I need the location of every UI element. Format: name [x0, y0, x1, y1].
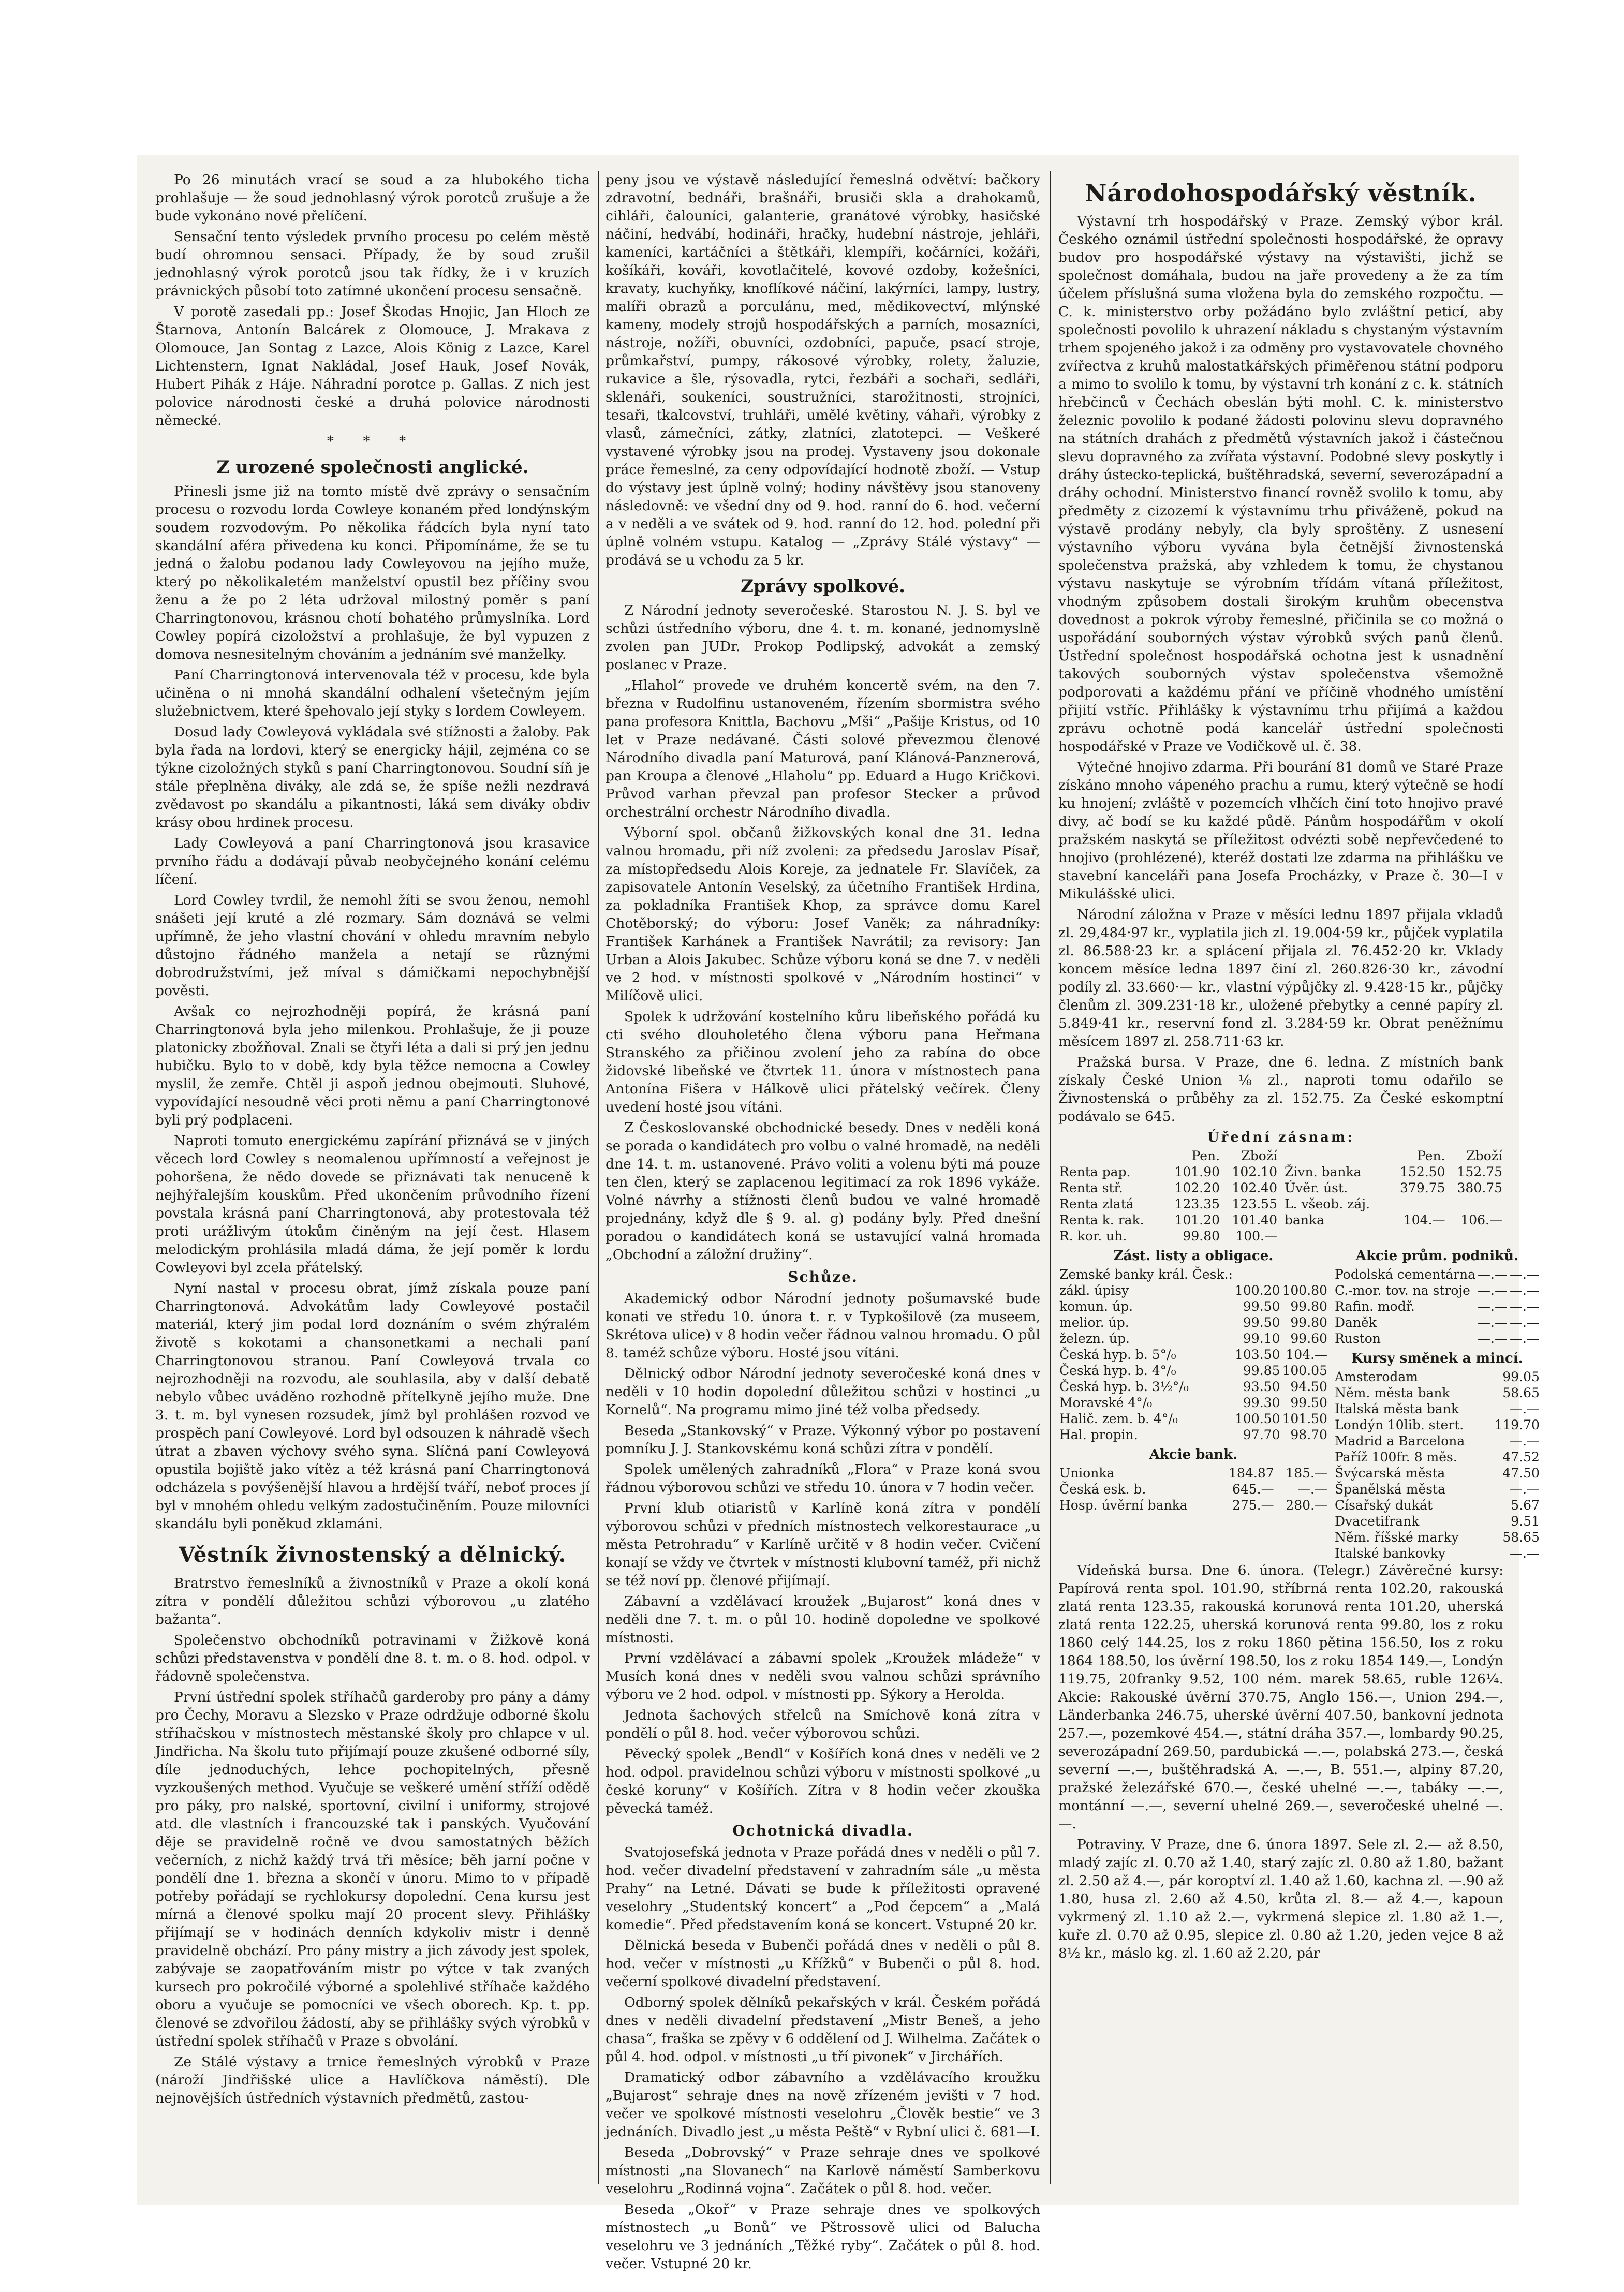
paragraph: Dramatický odbor zábavního a vzdělávacího kroužku „Bujarost“ sehraje dnes na nově zřízeném jevišti v 7 hod. večer ve spolkové místnosti veselohru „Člověk bestie“ ve 3 jednáních. Divadlo jest „u města Peště“ v Rybní ulici č. 681—I.: [606, 2069, 1040, 2140]
table-row: Úvěr. úst. 379.75 380.75: [1285, 1180, 1502, 1195]
table-row: Podolská cementárna —.— —.—: [1334, 1267, 1540, 1282]
paragraph: Zábavní a vzdělávací kroužek „Bujarost“ koná dnes v neděli dne 7. t. m. o půl 10. hodině dopoledne ve spolkové místnosti.: [606, 1593, 1040, 1646]
column-header: Pen.: [1416, 1148, 1445, 1163]
column-rule: [598, 171, 599, 2184]
table-row: Moravské 4°/₀ 99.30 99.50: [1059, 1395, 1327, 1410]
paragraph: První vzdělávací a zábavní spolek „Kroužek mládeže“ v Musích koná dnes v neděli svou valnou schůzi správního výboru ve 2 hod. odpol. v místnosti pp. Sýkory a Herolda.: [606, 1650, 1040, 1703]
table-row: Ruston —.— —.—: [1334, 1331, 1540, 1346]
table-row: Unionka 184.87 185.—: [1059, 1466, 1327, 1481]
paragraph: Lady Cowleyová a paní Charringtonová jsou krasavice prvního řádu a dodávají půvab neobyčejného konání celému líčení.: [155, 835, 590, 888]
paragraph: Pražská bursa. V Praze, dne 6. ledna. Z místních bank získaly České Union ⅛ zl., naproti tomu odařilo se Živnostenská o průběhy za zl. 152.75. Za České eskomptní podávalo se 645.: [1058, 1054, 1503, 1125]
table-heading: Kursy směnek a mincí.: [1351, 1351, 1523, 1366]
table-row: Zemské banky král. Česk.:: [1059, 1267, 1233, 1282]
paragraph: „Hlahol“ provede ve druhém koncertě svém, na den 7. března v Rudolfinu ustanoveném, řízením sbormistra svého pana profesora Knittla, Bachovu „Mši“ „Pašije Kristus, od 10 let v Praze nedávané. Části solové převezmou členové Národního divadla paní Maturová, paní Klánová-Panznerová, pan Kroupa a členové „Hlaholu“ pp. Eduard a Hugo Kričkovi. Průvod varhan převzal pan profesor Stecker a průvod orchestrální orchestr Národního divadla.: [606, 677, 1040, 820]
table-row: Renta k. rak. 101.20 101.40: [1059, 1212, 1277, 1228]
newspaper-page: [137, 155, 1540, 2272]
table-row: železn. úp. 99.10 99.60: [1059, 1331, 1327, 1346]
section-heading: Národohospodářský věstník.: [1085, 179, 1477, 207]
table-row: komun. úp. 99.50 99.80: [1059, 1299, 1327, 1314]
table-row: Italské bankovky —.—: [1334, 1546, 1540, 1561]
table-row: Madrid a Barcelona —.—: [1334, 1433, 1540, 1448]
paragraph: Beseda „Okoř“ v Praze sehraje dnes ve spolkových místnostech „u Bonů“ ve Pštrossově ulici od Balucha veselohru ve 3 jednáních „Těžké ryby“. Začátek o půl 8. hod. večer. Vstupné 20 kr.: [606, 2201, 1040, 2272]
paragraph: Akademický odbor Národní jednoty pošumavské bude konati ve středu 10. února t. r. v Typkošilově (za museem, Skrétova ulice) v 8 hodin večer řádnou valnou hromadu. O půl 8. taméž schůze výboru. Hosté jsou vítáni.: [606, 1291, 1040, 1361]
paragraph: Dosud lady Cowleyová vykládala své stížnosti a žaloby. Pak byla řada na lordovi, který se energicky hájil, zejména co se týkne cizoložných styků s paní Charringtonovou. Soudní síň je stále přeplněna diváky, ale zdá se, že spíše nežli nezdravá zvědavost po skandálu a pikantnosti, láká sem diváky obdiv krásy obou hrdinek procesu.: [155, 724, 590, 831]
table-row: Česká hyp. b. 3½°/₀ 93.50 94.50: [1059, 1379, 1327, 1394]
paragraph: Výstavní trh hospodářský v Praze. Zemský výbor král. Českého oznámil ústřední společnosti hospodářské, že opravy budov pro hospodářské výstavy na výstavišti, jichž se společnost domáhala, budou na jaře provedeny a že za tím účelem příslušná suma vložena byla do zemského rozpočtu. — C. k. ministerstvo orby požádáno bylo zvláštní peticí, aby společnosti povolilo k uhrazení nákladu s chystaným výstavním trhem spojeného jakož i za odměny pro vystavovatele chovného zvířectva z kruhů malostatkářských přiměřenou státní podporu a mimo to svolilo k tomu, by výstavní trh konání z c. k. státních hřebčinců v Čechách obeslán býti mohl. C. k. ministerstvo železnic povolilo k podané žádosti polovinu slevu dopravného na státních drahách z předmětů výstavních jakož i částečnou slevu dopravného za zvířata výstavní. Podobné slevy poskytly i dráhy ústecko-teplická, buštěhradská, severní, severozápadní a dráhy ochodní. Ministerstvo financí rovněž svolilo k tomu, aby předměty z cizozemí k výstavnímu trhu přiváženě, pokud na výstavě prodány nebyly, cla byly sproštěny. Z usnesení výstavního výboru vyvána byla četnější živnostenská společenstva pražská, aby vzhledem k tomu, že chystanou výstavu naskytuje se výrobním třídám vítaná příležitost, vhodným způsobem dostali širokým kruhům obecenstva dovednost a pokrok výroby řemeslné, přičinila se co možná o uspořádání souborných výstav výrobků svých panů členů. Ústřední společnost hospodářská ochotna jest k usnadnění takových souborných výstav společenstva všemožně podporovati a každému přání ve příčině vhodného umístění přijití vstříc. Přihlášky k výstavnímu trhu přijímá a každou zprávu ochotně podá kancelář ústřední společnosti hospodářské v Praze ve Vodičkově ul. č. 38.: [1058, 213, 1503, 755]
table-row: banka 104.— 106.—: [1285, 1212, 1502, 1228]
paragraph: Beseda „Dobrovský“ v Praze sehraje dnes ve spolkové místnosti „na Slovanech“ na Karlově náměstí Samberkovu veselohru „Rodinná vojna“. Začátek o půl 8. hod. večer.: [606, 2145, 1040, 2197]
paragraph: Lord Cowley tvrdil, že nemohl žíti se svou ženou, nemohl snášeti její kruté a zlé rozmary. Sám doznává se velmi upřímně, že jeho vlastní chování v ohledu mravním nebylo důstojno řádného manžela a netají se různými dobrodružstvími, jež míval s dámičkami nepochybnější pověsti.: [155, 892, 590, 999]
bonds-table: [1058, 1266, 1328, 1443]
table-row: Česká hyp. b. 4°/₀ 99.85 100.05: [1059, 1363, 1327, 1378]
table-row: Daněk —.— —.—: [1334, 1315, 1540, 1330]
paragraph: Svatojosefská jednota v Praze pořádá dnes v neděli o půl 7. hod. večer divadelní představení v zahradním sále „u města Prahy“ na Letné. Dávati se bude k příležitosti opravené veselohry „Studentský koncert“ a „Pod čepcem“ a „Malá komedie“. Před představením koná se koncert. Vstupné 20 kr.: [606, 1844, 1040, 1933]
section-heading: Zprávy spolkové.: [741, 576, 905, 597]
table-row: Amsterodam 99.05: [1334, 1369, 1540, 1384]
table-row: Španělská města —.—: [1334, 1482, 1540, 1497]
paragraph: Naproti tomuto energickému zapírání přiznává se v jiných věcech lord Cowley s neomalenou upřímností a veřejnost je pohoršena, že nědo dovede se přiznávati tak nenuceně k nejhýřalejším kouskům. Před ukončením průvodního řízení povstala krásná paní Charringtonová, aby protestovala též proti urážlivým útokům činěným na její čest. Hlasem melodickým prohlásila mladá dáma, že její poměr k lordu Cowleyovi byl zcela přátelský.: [155, 1133, 590, 1276]
table-row: melior. úp. 99.50 99.80: [1059, 1315, 1327, 1330]
quotes-block: [1058, 1148, 1503, 1244]
paragraph: Výtečné hnojivo zdarma. Při bourání 81 domů ve Staré Praze získáno mnoho vápeného prachu a rumu, který výtečně se hodí ku hnojení; zvláště v pozemcích vlhčích činí toto hnojivo pravé divy, ač bodí se ku každé půdě. Pánům hospodářům v okolí pražském naskytá se příležitost odvézti sobě nepřevčedené to hnojivo (prohlézené), kteréž dostati lze zdarma na přihlášku ve stavební kanceláři pana Josefa Procházky, v Praze č. 30—I v Mikulášské ulici.: [1058, 759, 1503, 902]
table-row: Italská města bank —.—: [1334, 1401, 1540, 1416]
column-left: [155, 171, 590, 2184]
paragraph: Z Českoslovanské obchodnické besedy. Dnes v neděli koná se porada o kandidátech pro volbu o valné hromadě, na neděli dne 14. t. m. ustanovené. Právo voliti a volenu býti má pouze ten člen, který se zaplacenou legitimací za rok 1896 vykáže. Volné návrhy a stížnosti členů budou ve valné hromadě projednány, když dle § 9. al. g) podány byly. Před dnešní poradou o kandidátech koná se ustavující valná hromada „Obchodní a záložní družiny“.: [606, 1120, 1040, 1263]
paragraph: Národní záložna v Praze v měsíci lednu 1897 přijala vkladů zl. 29,484·97 kr., vyplatila jich zl. 19.004·59 kr., půjček vyplatila zl. 86.588·23 kr. a splácení přijala zl. 76.452·20 kr. Vklady koncem měsíce ledna 1897 činí zl. 260.826·30 kr., závodní podíly zl. 33.660·— kr., vlastní výpůjčky zl. 9.428·15 kr., půjčky členům zl. 309.231·18 kr., uložené přebytky a cenné papíry zl. 5.849·41 kr., reservní fond zl. 3.284·59 kr. Obrat peněžnímu měsícem 1897 zl. 258.711·63 kr.: [1058, 907, 1503, 1049]
quotes-table: [1058, 1148, 1278, 1244]
paragraph: První ústřední spolek stříhačů garderoby pro pány a dámy pro Čechy, Moravu a Slezsko v Praze odrdžuje odborné školu stříhačskou v místnostech městanské školy pro chlapce v ul. Jindřicha. Na školu tuto přijímají pouze zkušené odborné síly, díle jednoduchých, lehce pochopitelných, přesně vyzkoušených method. Vyučuje se veškeré umění stříží odědě pro páky, pro nalské, sportovní, civilní i uniformy, strojové atd. dle vlastních i francouzské tak i panských. Vyučování děje se pravidelně ročně ve dvou samostatných běžích večerních, z nichž každý trvá tři měsíce; běh jarní počne v pondělí dne 1. března a skončí v únoru. Mimo to v případě potřeby pořádají se rychlokursy dopolední. Cena kursu jest mírná a členové spolku mají 20 procent slevy. Přihlášky přijímají se v hodinách denních kdykoliv mistr i denně pravidelně obchází. Pro pány mistry a jich závody jest spolek, zabývaje se zaopatřováním mistr po výtce v tak zvaných kursech pro pokročilé výborné a spolehlivé stříhače každého oboru a vyučuje se pomocníci ve všech oborech. Kp. t. pp. členové se zdvořilou žádostí, aby se přihlášky svých výrobků v ústřední spolek stříhačů v Praze s obvolání.: [155, 1689, 590, 2049]
table-row: Česká esk. b. 645.— —.—: [1059, 1482, 1327, 1497]
section-heading: Věstník živnostenský a dělnický.: [179, 1543, 567, 1567]
column-rule: [1050, 171, 1051, 2184]
paragraph: Ze Stálé výstavy a trnice řemeslných výrobků v Praze (nároží Jindřišské ulice a Havlíčkova náměstí). Dle nejnovějších ústředních výstavních předmětů, zastou-: [155, 2054, 590, 2106]
table-row: Londýn 10lib. stert. 119.70: [1334, 1417, 1540, 1432]
paragraph: První klub otiaristů v Karlíně koná zítra v pondělí výborovou schůzi v předních místnostech velkorestaurace „u města Petrohradu“ v Karlíně určitě v 8 hodin večer. Cvičení konají se vždy ve čtvrtek v místnosti klubovní taméž, při nichž se též noví pp. členové přijímají.: [606, 1500, 1040, 1589]
paragraph: Nyní nastal v procesu obrat, jímž získala pouze paní Charringtonová. Advokátům lady Cowleyové postačil materiál, který jim podal lord doznáním o svém zhýralém životě s kokotami a chansonetkami a nechali paní Charringtonovou stranou. Paní Cowleyová trvala co nejrozhodněji na rozvodu, ale souhlasila, aby v další debatě nebylo vůbec uváděno rozhodně přítelkyně jejího muže. Dne 3. t. m. byl vynesen rozsudek, jímž byl prohlášen rozvod ve prospěch paní Cowleyové. Lord byl odsouzen k náhradě všech útrat a zbaven výchovy svého syna. Slíčná paní Cowleyová opustila bojiště jako vítěz a též krásná paní Charringtonová odcházela s povýšenější hlavou a hrdější tváří, neboť proces jí byl v mnohém ohledu velkým zadostučiněním. Pouze milovníci skandálu byli poněkud zklamáni.: [155, 1280, 590, 1532]
column-middle: [606, 171, 1040, 2272]
paragraph: Dělnický odbor Národní jednoty severočeské koná dnes v neděli v 10 hodin dopolední důležitou schůzi v hostinci „u Kornelů“. Na programu mimo jiné též volba předsedy.: [606, 1366, 1040, 1418]
paragraph: Sensační tento výsledek prvního procesu po celém městě budí ohromnou sensaci. Případy, že by soud zrušil jednohlasný výrok porotců jsou tak řídky, že i v kruzích právnických působí toto zatímné ukončení procesu sensačně.: [155, 229, 590, 299]
table-heading: Zást. listy a obligace.: [1113, 1248, 1274, 1264]
table-row: Živn. banka 152.50 152.75: [1285, 1164, 1502, 1179]
paragraph: Společenstvo obchodníků potravinami v Žižkově koná schůzi představenstva v pondělí dne 8. t. m. o 8. hod. odpol. v řádovně společenstva.: [155, 1632, 590, 1684]
bank-shares-table: [1058, 1465, 1328, 1513]
section-heading: Schůze.: [788, 1268, 858, 1285]
paragraph: Dělnická beseda v Bubenči pořádá dnes v neděli o půl 8. hod. večer v místnosti „u Křížků“ v Bubenči o půl 8. hod. večerní spolkové divadelní představení.: [606, 1938, 1040, 1990]
exchange-rates-table: [1334, 1369, 1541, 1561]
paragraph: peny jsou ve výstavě následující řemeslná odvětví: bačkory zdravotní, bednáři, brašnáři, brusiči skla a drahokamů, cihláři, čalouníci, galanterie, granátové výrobky, hasičské náčiní, hedvábí, hodináři, hračky, hudební nástroje, jehláři, kameníci, kartáčníci a štětkáři, klempíři, kočárníci, kožáři, košíkáři, kováři, kovotlačitelé, kovové ozdoby, kožešníci, kravaty, kuchyňky, knoflíkové náčiní, lakýrníci, lampy, lustry, malíři obrazů a porculánu, med, mědikovectví, mlýnské kameny, modely strojů hospodářských a parních, mosazníci, nástroje, nožíři, obuvníci, ozdobníci, papuče, psací stroje, průmkařství, pumpy, rákosové výrobky, rolety, žaluzie, rukavice a šle, rýsovadla, rytci, řezbáři a sochaři, sedláři, sklenáři, soukeníci, soustružníci, starožitnosti, strojníci, tesaři, tkalcovství, truhláři, umělé květiny, váhaři, výrobky z vlasů, zámečníci, zátky, zlatníci, zlatotepci. — Veškeré vystavené výrobky jsou na prodej. Vystaveny jsou dokonale práce řemeslné, za ceny odpovídající hodnotě zboží. — Vstup do výstavy jest úplně volný; hodiny návštěvy jsou stanoveny následovně: ve všední dny od 9. hod. ranní do 6. hod. večerní a v neděli a ve svátek od 9. hod. ranní do 12. hod. polední při úplně volném vstupu. Katalog — „Zprávy Stálé výstavy“ — prodává se u vchodu za 5 kr.: [606, 172, 1040, 568]
paragraph: Bratrstvo řemeslníků a živnostníků v Praze a okolí koná zítra v pondělí důležitou schůzi výborovou „u zlatého bažanta“.: [155, 1575, 590, 1628]
table-row: Císařský dukát 5.67: [1334, 1498, 1540, 1513]
table-row: Hosp. úvěrní banka 275.— 280.—: [1059, 1498, 1327, 1513]
table-heading: Akcie prům. podniků.: [1355, 1248, 1519, 1264]
table-row: C.-mor. tov. na stroje —.— —.—: [1334, 1283, 1540, 1298]
paragraph: Beseda „Stankovský“ v Praze. Výkonný výbor po postavení pomníku J. J. Stankovskému koná schůzi zítra v pondělí.: [606, 1423, 1040, 1457]
paragraph: Výborní spol. občanů žižkovských konal dne 31. ledna valnou hromadu, při níž zvoleni: za předsedu Jaroslav Písař, za místopředsedu Alois Koreje, za jednatele Fr. Slavíček, za zapisovatele Antonín Veselský, za účetního František Hrdina, za pokladníka František Khop, za správce domu Karel Chotěborský; do výboru: Josef Vaněk; za náhradníky: František Karhánek a František Navrátil; za revisory: Jan Urban a Alois Jakubec. Schůze výboru koná se dne 7. v neděli ve 2 hod. v místnosti spolkové v „Národním hostinci“ v Milíčově ulici.: [606, 825, 1040, 1004]
table-row: Rafin. modř. —.— —.—: [1334, 1299, 1540, 1314]
table-row: Hal. propin. 97.70 98.70: [1059, 1427, 1327, 1442]
table-row: L. všeob. záj.: [1285, 1196, 1370, 1211]
paragraph: Jednota šachových střelců na Smíchově koná zítra v pondělí o půl 8. hod. večer výborovou schůzi.: [606, 1707, 1040, 1741]
table-row: zákl. úpisy 100.20 100.80: [1059, 1283, 1327, 1298]
table-row: Halič. zem. b. 4°/₀ 100.50 101.50: [1059, 1411, 1327, 1426]
paragraph: Spolek k udržování kostelního kůru libeňského pořádá ku cti svého dlouholetého člena výboru pana Heřmana Stranského za přičinou zvolení jeho za rabína do obce židovské libeňské ve čtvrtek 11. února v místnostech pana Antonína Fišera v Hálkově ulici přátelský večírek. Členy uvedení hosté jsou vítáni.: [606, 1009, 1040, 1115]
table-row: Renta zlatá 123.35 123.55: [1059, 1196, 1277, 1211]
column-header: Zboží: [1241, 1148, 1277, 1163]
separator-stars: * * *: [327, 433, 419, 449]
paragraph: Odborný spolek dělníků pekařských v král. Českém pořádá dnes v neděli divadelní představení „Mistr Beneš, a jeho chasa“, fraška se zpěvy v 6 oddělení od J. Wilhelma. Začátek o půl 4. hod. odpol. v místnosti „u tří pivonek“ v Jirchářích.: [606, 1994, 1040, 2065]
paragraph: Po 26 minutách vrací se soud a za hlubokého ticha prohlašuje — že soud jednohlasný výrok porotců zrušuje a že bude vykonáno nové přelíčení.: [155, 172, 590, 224]
paragraph: Spolek umělených zahradníků „Flora“ v Praze koná svou řádnou výborovou schůzi ve středu 10. února v 7 hodin večer.: [606, 1461, 1040, 1496]
table-row: Dvacetifrank 9.51: [1334, 1514, 1540, 1529]
industry-shares-table: [1334, 1266, 1541, 1347]
table-row: Něm. říšské marky 58.65: [1334, 1530, 1540, 1545]
table-row: Paříž 100fr. 8 měs. 47.52: [1334, 1450, 1540, 1465]
paragraph: Vídeňská bursa. Dne 6. února. (Telegr.) Závěrečné kursy: Papírová renta spol. 101.90, stříbrná renta 102.20, rakouská zlatá renta 123.35, rakouská korunová renta 101.20, uherská zlatá renta 122.25, uherská korunová renta 99.80, los z roku 1860 celý 144.25, los z roku 1860 pětina 156.50, los z roku 1864 188.50, los úvěrní 198.50, los z roku 1854 149.—, Londýn 119.75, 20franky 9.52, 100 ném. marek 58.65, ruble 126¼. Akcie: Rakouské úvěrní 370.75, Anglo 156.—, Union 294.—, Länderbanka 246.75, uherské úvěrní 407.50, bankovní jednota 257.—, pozemkové 454.—, státní dráha 357.—, lombardy 90.25, severozápadní 269.50, pardubická —.—, polabská 273.—, česká severní —.—, buštěhradská A. —.—, B. 551.—, alpiny 87.20, pražské železářské 670.—, české uhelné —.—, tabáky —.—, montánní —.—, severní uhelné 269.—, severočeské uhelné —.—.: [1058, 1562, 1503, 1832]
table-row: Švýcarská města 47.50: [1334, 1466, 1540, 1481]
column-right: [1058, 171, 1540, 2184]
table-row: Česká hyp. b. 5°/₀ 103.50 104.—: [1059, 1347, 1327, 1362]
paragraph: Paní Charringtonová intervenovala též v procesu, kde byla učiněna o ni mnohá skandální odhalení všetečným jejím služebnictvem, které špehovalo její styky s lordem Cowleyem.: [155, 667, 590, 719]
table-row: Renta stř. 102.20 102.40: [1059, 1180, 1277, 1195]
table-row: R. kor. uh. 99.80 100.—: [1059, 1229, 1277, 1244]
quotes-block: [1058, 1244, 1540, 1561]
paragraph: Avšak co nejrozhodněji popírá, že krásná paní Charringtonová byla jeho milenkou. Prohlašuje, že ji pouze platonicky zbožňoval. Znali se čtyři léta a dali si prý jen jednu hubičku. Bylo to v době, kdy byla těžce nemocna a Cowley myslil, že zemře. Chtěl ji aspoň jednou obejmouti. Sluhové, vypovídající nesoudně věci proti němu a paní Charringtonové byli prý podplaceni.: [155, 1003, 590, 1128]
paragraph: V porotě zasedali pp.: Josef Škodas Hnojic, Jan Hloch ze Štarnova, Antonín Balcárek z Olomouce, J. Mrakava z Olomouce, Jan Sontag z Lazce, Alois König z Lazce, Karel Lichtenstern, Ignat Nakládal, Josef Hauk, Josef Novák, Hubert Pihák z Háje. Náhradní porotce p. Gallas. Z nich jest polovice národnosti české a druhá polovice národnosti německé.: [155, 304, 590, 428]
column-header: Pen.: [1191, 1148, 1220, 1163]
paragraph: Přinesli jsme již na tomto místě dvě zprávy o sensačním procesu o rozvodu lorda Cowleye konaném před londýnským soudem rozvodovým. Po několika řádcích byla nyní tato skandální aféra přivedena ku konci. Připomínáme, že se tu jedná o žalobu podanou lady Cowleyovou na jejího muže, který po několikaletém manželství opustil bez příčiny svou ženu a že po 2 léta udržoval milostný poměr s paní Charringtonovou, krásnou chotí bohatého průmyslníka. Lord Cowley popírá cizoložství a prohlašuje, že byl vypuzen z domova nesnesitelným chováním a jednáním své manželky.: [155, 483, 590, 662]
table-heading: Úřední zásnam:: [1207, 1130, 1355, 1145]
table-heading: Akcie bank.: [1149, 1447, 1238, 1462]
paragraph: Potraviny. V Praze, dne 6. února 1897. Sele zl. 2.— až 8.50, mladý zajíc zl. 0.70 až 1.40, starý zajíc zl. 0.80 až 1.80, bažant zl. 2.50 až 4.—, pár koroptví zl. 1.40 až 1.60, kachna zl. —.90 až 1.80, husa zl. 2.60 až 4.50, krůta zl. 8.— až 4.—, kapoun vykrmený zl. 1.10 až 2.—, vykrmená slepice zl. 1.80 až 1.—, kuře zl. 0.70 až 0.95, slepice zl. 0.80 až 1.20, jeden vejce 8 až 8½ kr., máslo kg. zl. 1.60 až 2.20, pár: [1058, 1837, 1503, 1961]
table-row: Renta pap. 101.90 102.10: [1059, 1164, 1277, 1179]
paragraph: Pěvecký spolek „Bendl“ v Košířích koná dnes v neděli ve 2 hod. odpol. pravidelnou schůzi výboru v místnosti spolkové „u české koruny“ v Košířích. Zítra v 8 hodin večer zkouška pěvecká taméž.: [606, 1746, 1040, 1816]
column-header: Zboží: [1466, 1148, 1502, 1163]
table-row: Něm. města bank 58.65: [1334, 1385, 1540, 1400]
section-heading: Ochotnická divadla.: [732, 1822, 913, 1839]
section-heading: Z urozené společnosti anglické.: [216, 457, 529, 478]
quotes-table: [1283, 1148, 1503, 1228]
paragraph: Z Národní jednoty severočeské. Starostou N. J. S. byl ve schůzi ústředního výboru, dne 4. t. m. konané, jednomyslně zvolen pan JUDr. Prokop Podlipský, advokát a zemský poslanec v Praze.: [606, 602, 1040, 673]
